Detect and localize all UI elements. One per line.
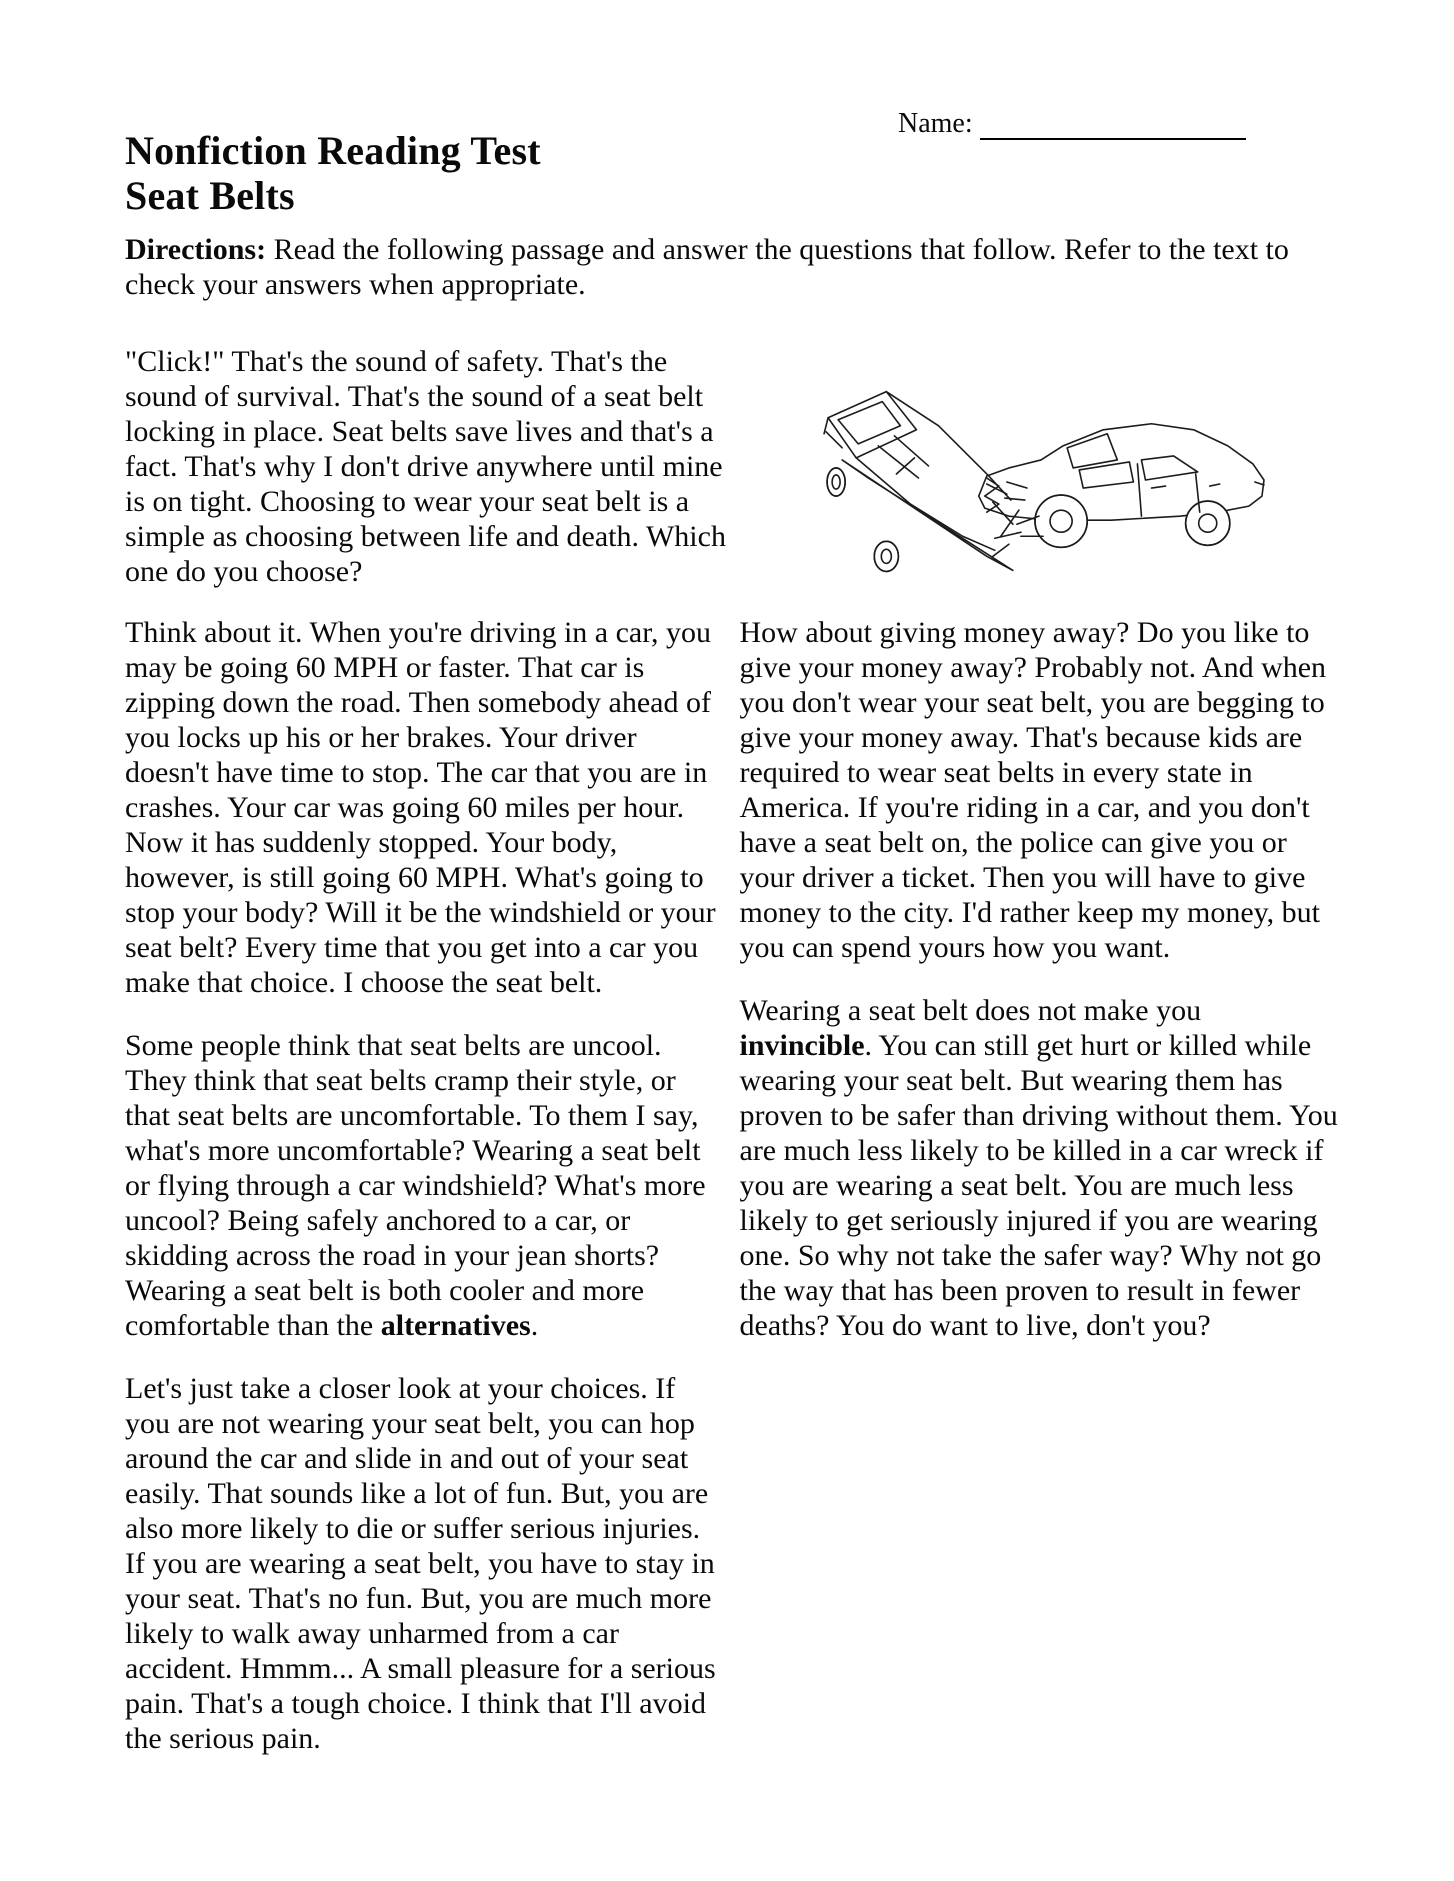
page-subtitle: Seat Belts bbox=[125, 173, 295, 218]
name-blank-line bbox=[980, 108, 1246, 140]
passage-columns bbox=[125, 615, 1340, 1756]
passage-paragraph: How about giving money away? Do you like to give your money away? Probably not. And when you don't wear your seat belt, you are begging to give your money away. That's because kids are required to wear seat belts in every state in America. If you're riding in a car, and you don't have a seat belt on, the police can give you or your driver a ticket. Then you will have to give money to the city. I'd rather keep my money, but you can spend yours how you want. bbox=[739, 616, 1327, 964]
sedan-sketch bbox=[979, 424, 1264, 548]
passage-paragraph: "Click!" That's the sound of safety. That's the sound of survival. That's the sound of a seat belt locking in place. Seat belts save lives and that's a fact. That's why I don't drive anywhere until mine is on tight. Choosing to wear your seat belt is a simple as choosing between life and death. Which one do you choose? bbox=[125, 345, 726, 588]
passage-paragraph: Some people think that seat belts are uncool. They think that seat belts cramp their style, or that seat belts are uncomfortable. To them I say, what's more uncomfortable? Wearing a seat belt or flying through a car windshield? What's more uncool? Being safely anchored to a car, or skidding across the road in your jean shorts? Wearing a seat belt is both cooler and more comfortable than the alternatives. bbox=[125, 1029, 706, 1342]
passage-paragraph: Let's just take a closer look at your choices. If you are not wearing your seat belt, you can hop around the car and slide in and out of your seat easily. That sounds like a lot of fun. But, you are also more likely to die or suffer serious injuries. If you are wearing a seat belt, you have to stay in your seat. That's no fun. But, you are much more likely to walk away unharmed from a car accident. Hmmm... A small pleasure for a serious pain. That's a tough choice. I think that I'll avoid the serious pain. bbox=[125, 1372, 716, 1755]
passage-paragraph: Think about it. When you're driving in a car, you may be going 60 MPH or faster. That car is zipping down the road. Then somebody ahead of you locks up his or her brakes. Your driver doesn't have time to stop. The car that you are in crashes. Your car was going 60 miles per hour. Now it has suddenly stopped. Your body, however, is still going 60 MPH. What's going to stop your body? Will it be the windshield or your seat belt? Every time that you get into a car you make that choice. I choose the seat belt. bbox=[125, 616, 716, 999]
right-column bbox=[740, 615, 1341, 1756]
car-crash-illustration bbox=[810, 383, 1268, 575]
directions-text: Directions: Read the following passage and answer the questions that follow. Refer to the text to check your answers when appropriate. bbox=[125, 233, 1289, 301]
passage-paragraph: Wearing a seat belt does not make you invincible. You can still get hurt or killed while wearing your seat belt. But wearing them has proven to be safer than driving without them. You are much less likely to be killed in a car wreck if you are wearing a seat belt. You are much less likely to get seriously injured if you are wearing one. So why not take the safer way? Why not go the way that has been proven to result in fewer deaths? You do want to live, don't you? bbox=[739, 994, 1338, 1342]
left-column bbox=[125, 615, 726, 1756]
page-title: Nonfiction Reading Test bbox=[125, 128, 541, 173]
crashed-car-sketch bbox=[824, 392, 1043, 572]
name-label: Name: bbox=[898, 108, 973, 139]
intro-paragraph-container bbox=[125, 344, 729, 589]
name-field-row bbox=[898, 108, 1246, 140]
